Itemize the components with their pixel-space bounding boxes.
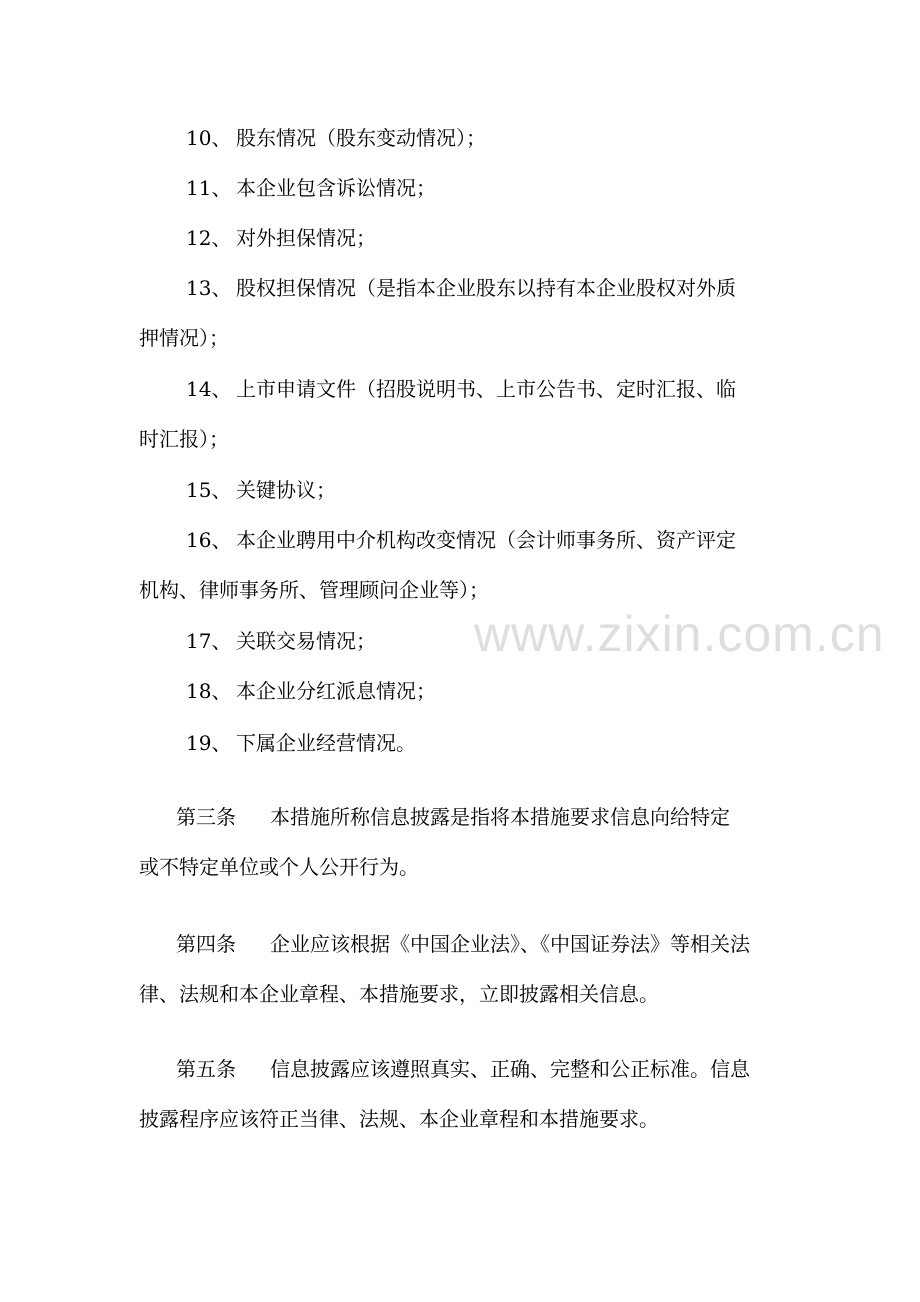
article-text: 信息披露应该遵照真实、正确、完整和公正标准。信息 xyxy=(270,1057,750,1081)
item-text: 股权担保情况（是指本企业股东以持有本企业股权对外质 xyxy=(236,276,736,300)
item-number: 17、 xyxy=(186,629,232,653)
watermark: www.zixin.com.cn xyxy=(474,606,885,662)
article-text: 企业应该根据《中国企业法》、《中国证券法》等相关法 xyxy=(270,932,750,956)
item-number: 18、 xyxy=(186,679,232,703)
item-text: 关联交易情况； xyxy=(236,629,376,653)
item-text-continuation: 机构、律师事务所、管理顾问企业等）； xyxy=(139,578,489,602)
article-text-continuation: 或不特定单位或个人公开行为。 xyxy=(139,855,419,879)
item-text: 关键协议； xyxy=(236,478,336,502)
article-heading: 第五条 xyxy=(176,1057,236,1081)
item-number: 11、 xyxy=(186,176,232,200)
item-number: 12、 xyxy=(186,226,232,250)
item-text: 本企业分红派息情况； xyxy=(236,679,436,703)
item-text: 股东情况（股东变动情况）； xyxy=(236,126,486,150)
item-number: 15、 xyxy=(186,478,232,502)
article-text: 本措施所称信息披露是指将本措施要求信息向给特定 xyxy=(270,805,730,829)
item-text-continuation: 押情况）； xyxy=(139,326,229,350)
item-text: 下属企业经营情况。 xyxy=(236,731,416,755)
item-text-continuation: 时汇报）； xyxy=(139,427,229,451)
article-text-continuation: 律、法规和本企业章程、本措施要求，立即披露相关信息。 xyxy=(139,982,659,1006)
article-heading: 第四条 xyxy=(176,932,236,956)
item-number: 13、 xyxy=(186,276,232,300)
article-heading: 第三条 xyxy=(176,805,236,829)
item-number: 10、 xyxy=(186,126,232,150)
item-number: 16、 xyxy=(186,528,232,552)
item-text: 对外担保情况； xyxy=(236,226,376,250)
item-number: 14、 xyxy=(186,377,232,401)
article-text-continuation: 披露程序应该符正当律、法规、本企业章程和本措施要求。 xyxy=(139,1107,659,1131)
item-text: 本企业包含诉讼情况； xyxy=(236,176,436,200)
item-number: 19、 xyxy=(186,731,232,755)
item-text: 上市申请文件（招股说明书、上市公告书、定时汇报、临 xyxy=(236,377,736,401)
item-text: 本企业聘用中介机构改变情况（会计师事务所、资产评定 xyxy=(236,528,736,552)
